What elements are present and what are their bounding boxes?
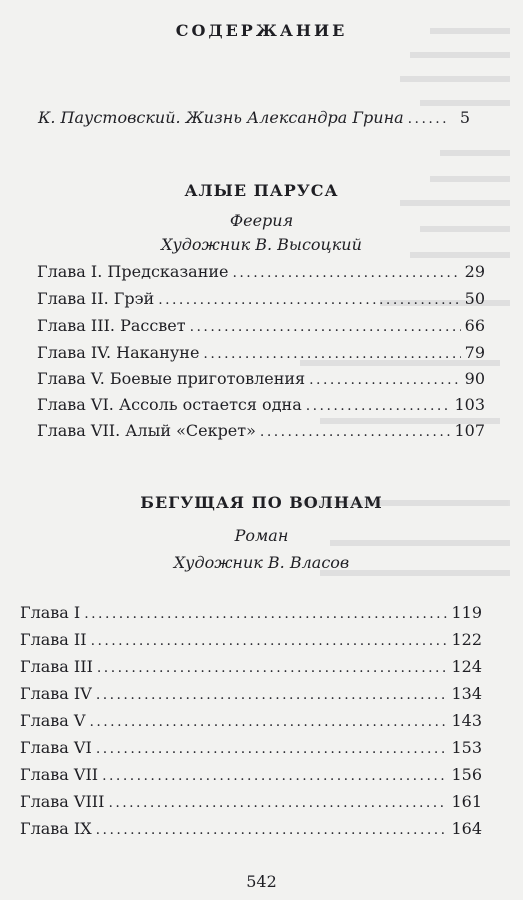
toc-entry[interactable] bbox=[20, 792, 482, 816]
toc-entry[interactable] bbox=[37, 316, 485, 340]
toc-entry-page: 153 bbox=[451, 738, 482, 757]
toc-entry[interactable] bbox=[37, 262, 485, 286]
leader-dots bbox=[260, 424, 451, 440]
toc-entry-label: Глава II. Грэй bbox=[37, 289, 155, 308]
leader-dots bbox=[233, 265, 461, 281]
leader-dots bbox=[89, 714, 447, 730]
toc-entry-page: 122 bbox=[451, 630, 482, 649]
leader-dots bbox=[96, 741, 448, 757]
section-artist: Художник В. Власов bbox=[173, 553, 350, 572]
toc-entry-page: 29 bbox=[464, 262, 485, 281]
leader-dots bbox=[84, 606, 447, 622]
leader-dots bbox=[408, 111, 446, 127]
toc-entry-page: 164 bbox=[451, 819, 482, 838]
leader-dots bbox=[190, 319, 461, 335]
toc-entry-page: 50 bbox=[464, 289, 485, 308]
toc-entry[interactable] bbox=[20, 711, 482, 735]
toc-entry-label: Глава III. Рассвет bbox=[37, 316, 186, 335]
section-title: БЕГУЩАЯ ПО ВОЛНАМ bbox=[140, 493, 383, 512]
section-genre: Феерия bbox=[229, 211, 294, 230]
toc-entry[interactable] bbox=[37, 289, 485, 313]
toc-entry-page: 156 bbox=[451, 765, 482, 784]
toc-entry-label: Глава VII bbox=[20, 765, 99, 784]
toc-entry-label: Глава IX bbox=[20, 819, 92, 838]
toc-entry-page: 5 bbox=[459, 108, 470, 127]
leader-dots bbox=[203, 346, 460, 362]
toc-entry-page: 107 bbox=[454, 421, 485, 440]
toc-entry[interactable] bbox=[20, 738, 482, 762]
toc-entry-page: 90 bbox=[464, 369, 485, 388]
toc-entry-label: Глава V bbox=[20, 711, 86, 730]
toc-entry-page: 66 bbox=[464, 316, 485, 335]
toc-entry-label: Глава III bbox=[20, 657, 93, 676]
toc-entry-page: 124 bbox=[451, 657, 482, 676]
toc-entry[interactable] bbox=[37, 421, 485, 445]
page-number: 542 bbox=[246, 872, 277, 891]
toc-entry[interactable] bbox=[20, 603, 482, 627]
toc-entry-intro[interactable] bbox=[38, 108, 470, 132]
toc-entry[interactable] bbox=[37, 395, 485, 419]
toc-entry-label: Глава V. Боевые приготовления bbox=[37, 369, 306, 388]
section-title: АЛЫЕ ПАРУСА bbox=[184, 181, 339, 200]
toc-entry-label: Глава VI. Ассоль остается одна bbox=[37, 395, 302, 414]
toc-entry[interactable] bbox=[20, 657, 482, 681]
toc-entry[interactable] bbox=[20, 819, 482, 843]
leader-dots bbox=[96, 822, 448, 838]
leader-dots bbox=[306, 398, 451, 414]
leader-dots bbox=[108, 795, 447, 811]
toc-entry[interactable] bbox=[20, 630, 482, 654]
leader-dots bbox=[158, 292, 460, 308]
toc-entry-page: 143 bbox=[451, 711, 482, 730]
toc-entry[interactable] bbox=[37, 369, 485, 393]
toc-entry-label: Глава I bbox=[20, 603, 81, 622]
toc-entry-page: 134 bbox=[451, 684, 482, 703]
toc-entry-label: К. Паустовский. Жизнь Александра Грина bbox=[38, 108, 404, 127]
toc-entry-page: 103 bbox=[454, 395, 485, 414]
leader-dots bbox=[309, 372, 460, 388]
leader-dots bbox=[102, 768, 447, 784]
section-artist: Художник В. Высоцкий bbox=[161, 235, 362, 254]
contents-title: СОДЕРЖАНИЕ bbox=[175, 21, 348, 40]
leader-dots bbox=[97, 660, 448, 676]
toc-entry-page: 161 bbox=[451, 792, 482, 811]
toc-entry-label: Глава I. Предсказание bbox=[37, 262, 229, 281]
toc-entry-label: Глава II bbox=[20, 630, 87, 649]
toc-entry-page: 119 bbox=[451, 603, 482, 622]
toc-entry-label: Глава IV. Накануне bbox=[37, 343, 200, 362]
toc-entry[interactable] bbox=[37, 343, 485, 367]
toc-entry-page: 79 bbox=[464, 343, 485, 362]
toc-entry-label: Глава VII. Алый «Секрет» bbox=[37, 421, 256, 440]
toc-entry-label: Глава IV bbox=[20, 684, 92, 703]
toc-entry-label: Глава VIII bbox=[20, 792, 105, 811]
leader-dots bbox=[96, 687, 448, 703]
toc-entry[interactable] bbox=[20, 684, 482, 708]
toc-entry[interactable] bbox=[20, 765, 482, 789]
leader-dots bbox=[91, 633, 448, 649]
toc-entry-label: Глава VI bbox=[20, 738, 92, 757]
section-genre: Роман bbox=[234, 526, 289, 545]
